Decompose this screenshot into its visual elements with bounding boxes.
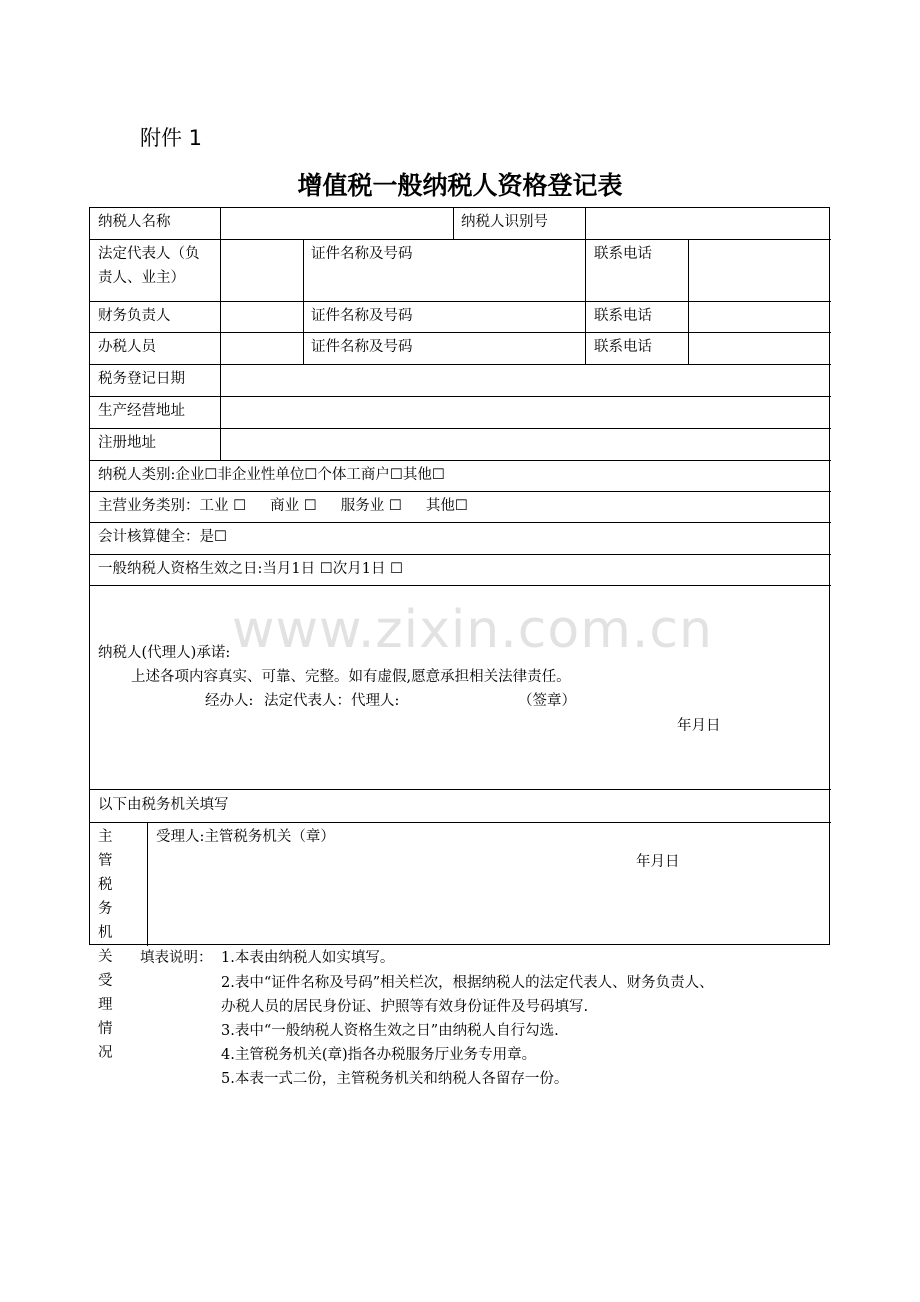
watermark: www.zixin.com.cn — [232, 600, 713, 660]
note-item: 1.本表由纳税人如实填写。 — [221, 950, 395, 966]
acceptor-label: 受理人:主管税务机关（章） — [156, 829, 335, 845]
legal-rep-id-doc-label: 证件名称及号码 — [311, 246, 413, 262]
registered-address-field[interactable] — [221, 429, 831, 460]
legal-rep-field[interactable] — [221, 240, 303, 301]
note-item: 办税人员的居民身份证、护照等有效身份证件及号码填写. — [221, 999, 589, 1015]
registered-address-label: 注册地址 — [98, 435, 156, 451]
taxpayer-id-field[interactable] — [586, 208, 831, 239]
business-address-field[interactable] — [221, 397, 831, 428]
main-business-row — [90, 492, 468, 518]
business-option-other[interactable]: 其他☐ — [425, 498, 468, 514]
finance-phone-field[interactable] — [689, 302, 831, 332]
tax-office-section-label: 以下由税务机关填写 — [98, 797, 229, 813]
business-address-label: 生产经营地址 — [98, 403, 185, 419]
finance-head-label: 财务负责人 — [98, 308, 171, 324]
tax-officer-id-doc-field[interactable] — [454, 333, 585, 364]
tax-officer-phone-label: 联系电话 — [594, 339, 652, 355]
signers-line: 经办人: 法定代表人：代理人: — [205, 693, 400, 709]
business-option-service[interactable]: 服务业 ☐ — [340, 498, 402, 514]
notes-label: 填表说明： — [140, 950, 213, 966]
effective-date-checkboxes[interactable]: 一般纳税人资格生效之日:当月1日 ☐次月1日 ☐ — [98, 561, 404, 577]
note-item: 2.表中“证件名称及号码”相关栏次，根据纳税人的法定代表人、财务负责人、 — [221, 975, 714, 991]
tax-officer-label: 办税人员 — [98, 339, 156, 355]
taxpayer-name-field[interactable] — [221, 208, 453, 239]
tax-officer-phone-field[interactable] — [689, 333, 831, 364]
commitment-text: 上述各项内容真实、可靠、完整。如有虚假,愿意承担相关法律责任。 — [131, 669, 571, 685]
accounting-checkbox[interactable]: 会计核算健全：是☐ — [98, 529, 227, 545]
commitment-date: 年月日 — [677, 718, 721, 734]
taxpayer-id-label: 纳税人识别号 — [461, 214, 548, 230]
legal-rep-phone-label: 联系电话 — [594, 246, 652, 262]
taxpayer-name-label: 纳税人名称 — [98, 214, 171, 230]
tax-office-date: 年月日 — [636, 854, 680, 870]
business-option-commerce[interactable]: 商业 ☐ — [270, 498, 317, 514]
note-item: 5.本表一式二份，主管税务机关和纳税人各留存一份。 — [221, 1071, 569, 1087]
note-item: 3.表中“一般纳税人资格生效之日”由纳税人自行勾选. — [221, 1023, 559, 1039]
business-option-industry[interactable]: 工业 ☐ — [199, 498, 247, 514]
legal-rep-label — [90, 240, 200, 290]
form-title: 增值税一般纳税人资格登记表 — [297, 171, 623, 200]
legal-rep-phone-field[interactable] — [689, 240, 831, 301]
reg-date-field[interactable] — [221, 365, 831, 396]
tax-officer-id-doc-label: 证件名称及号码 — [311, 339, 413, 355]
finance-id-doc-field[interactable] — [454, 302, 585, 332]
legal-rep-label-line2: 责人、业主） — [98, 270, 185, 286]
tax-officer-field[interactable] — [221, 333, 303, 364]
commitment-title: 纳税人(代理人)承诺: — [98, 645, 231, 661]
seal-label: （签章） — [518, 693, 576, 709]
note-item: 4.主管税务机关(章)指各办税服务厅业务专用章。 — [221, 1047, 537, 1063]
attachment-label: 附件 1 — [140, 126, 203, 150]
main-business-label: 主营业务类别： — [98, 498, 200, 514]
legal-rep-id-doc-field[interactable] — [454, 240, 585, 301]
finance-id-doc-label: 证件名称及号码 — [311, 308, 413, 324]
finance-head-field[interactable] — [221, 302, 303, 332]
legal-rep-label-line1: 法定代表人（负 — [98, 246, 200, 262]
reg-date-label: 税务登记日期 — [98, 371, 185, 387]
tax-office-vertical-label: 主管税务机关受理情况 — [98, 829, 113, 1061]
finance-phone-label: 联系电话 — [594, 308, 652, 324]
taxpayer-type-checkboxes[interactable]: 纳税人类别:企业☐非企业性单位☐个体工商户☐其他☐ — [98, 467, 445, 483]
